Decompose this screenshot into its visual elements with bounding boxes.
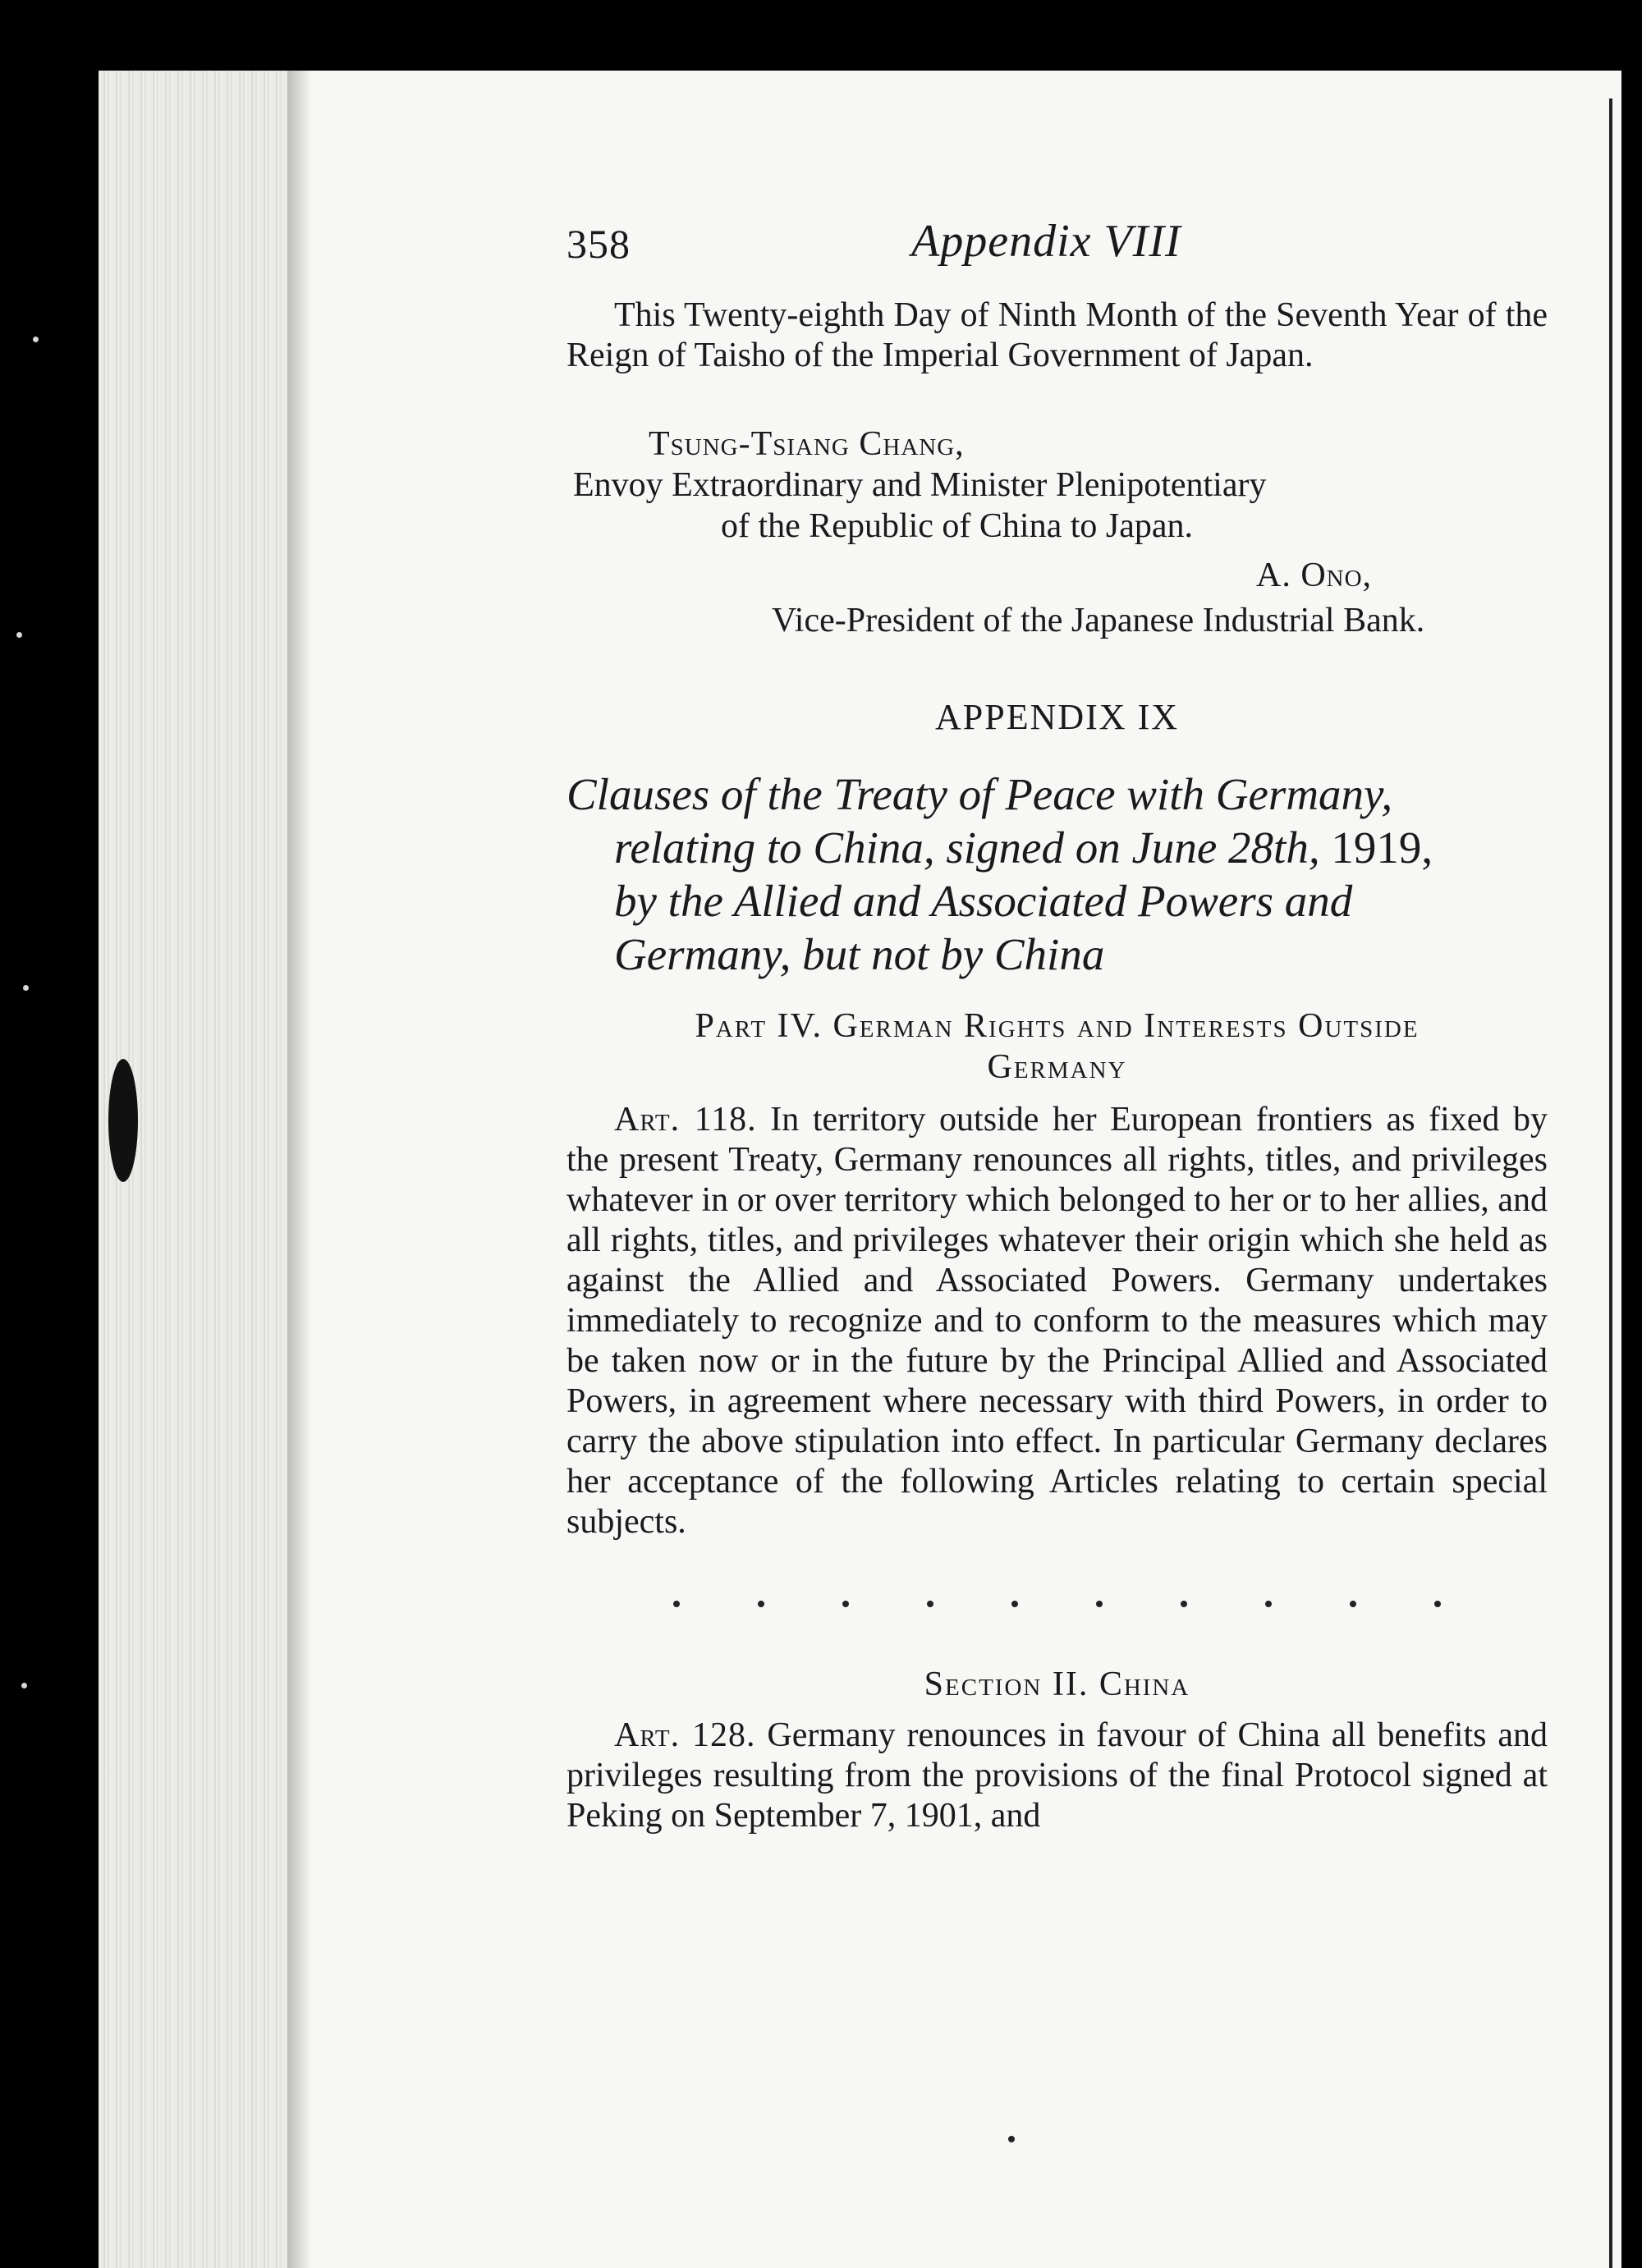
clauses-title-year: 1919, [1331, 822, 1433, 873]
separator-dot [1434, 1601, 1441, 1607]
article-label: Art. 118. [614, 1101, 757, 1139]
scan-speck [33, 337, 39, 342]
article-128 [566, 1716, 1548, 1836]
section-heading: Section II. China [924, 1665, 1190, 1703]
ellipsis-separator [566, 1601, 1548, 1607]
scan-speck [23, 985, 29, 991]
signer-title: Envoy Extraordinary and Minister Plenipotentiary [573, 466, 1267, 504]
separator-dot [1096, 1601, 1103, 1607]
clauses-title-line: by the Allied and Associated Powers and [614, 876, 1353, 926]
page-right-edge [1609, 99, 1612, 2268]
scan-speck [16, 632, 22, 638]
gutter-shadow [287, 71, 312, 2268]
page-number: 358 [566, 221, 631, 267]
article-label: Art. 128. [614, 1716, 756, 1754]
clauses-title [566, 767, 1548, 981]
separator-dot [673, 1601, 680, 1607]
signer-name: A. Ono, [1256, 557, 1373, 594]
part-heading-line: Germany [987, 1048, 1127, 1086]
part-heading-line: Part IV. German Rights and Interests Outside [695, 1007, 1420, 1045]
article-118 [566, 1100, 1548, 1542]
appendix-title: APPENDIX IX [935, 697, 1179, 737]
signer-title: Vice-President of the Japanese Industrial Bank. [772, 602, 1425, 639]
clauses-title-line: Clauses of the Treaty of Peace with Germany, [566, 769, 1393, 819]
separator-dot [758, 1601, 764, 1607]
intro-paragraph: This Twenty-eighth Day of Ninth Month of the Seventh Year of the Reign of Taisho of the Imperial Government of Japan. [566, 296, 1548, 374]
binding-hole [108, 1059, 138, 1182]
page-mark [1008, 2136, 1015, 2142]
clauses-title-line [566, 821, 1548, 874]
signer-title: of the Republic of China to Japan. [721, 507, 1194, 545]
part-heading [566, 1006, 1548, 1088]
running-title: Appendix VIII [911, 216, 1181, 267]
separator-dot [1011, 1601, 1018, 1607]
article-text: In territory outside her European frontiers as fixed by the present Treaty, Germany renounces all rights, titles, and privileges whatever in or over territory which belonged to her or to her allies, and all rights, titles, and privileges whatever their origin which she held as against the Allied and Associated Powers. Germany undertakes immediately to recognize and to conform to the measures which may be taken now or in the future by the Principal Allied and Associated Powers, in agreement where necessary with third Powers, in order to carry the above stipulation into effect. In particular Germany declares her acceptance of the following Articles relating to certain special subjects. [566, 1101, 1548, 1541]
clauses-title-line: Germany, but not by China [614, 929, 1105, 979]
article-text: Germany renounces in favour of China all benefits and privileges resulting from the provisions of the final Protocol signed at Peking on September 7, 1901, and [566, 1716, 1548, 1835]
separator-dot [1181, 1601, 1187, 1607]
separator-dot [842, 1601, 849, 1607]
signer-name: Tsung-Tsiang Chang, [649, 425, 965, 463]
separator-dot [927, 1601, 933, 1607]
separator-dot [1350, 1601, 1356, 1607]
separator-dot [1265, 1601, 1272, 1607]
clauses-title-text: relating to China, signed on June 28th, [614, 822, 1320, 873]
page-header [566, 215, 1548, 273]
scan-speck [21, 1683, 27, 1688]
